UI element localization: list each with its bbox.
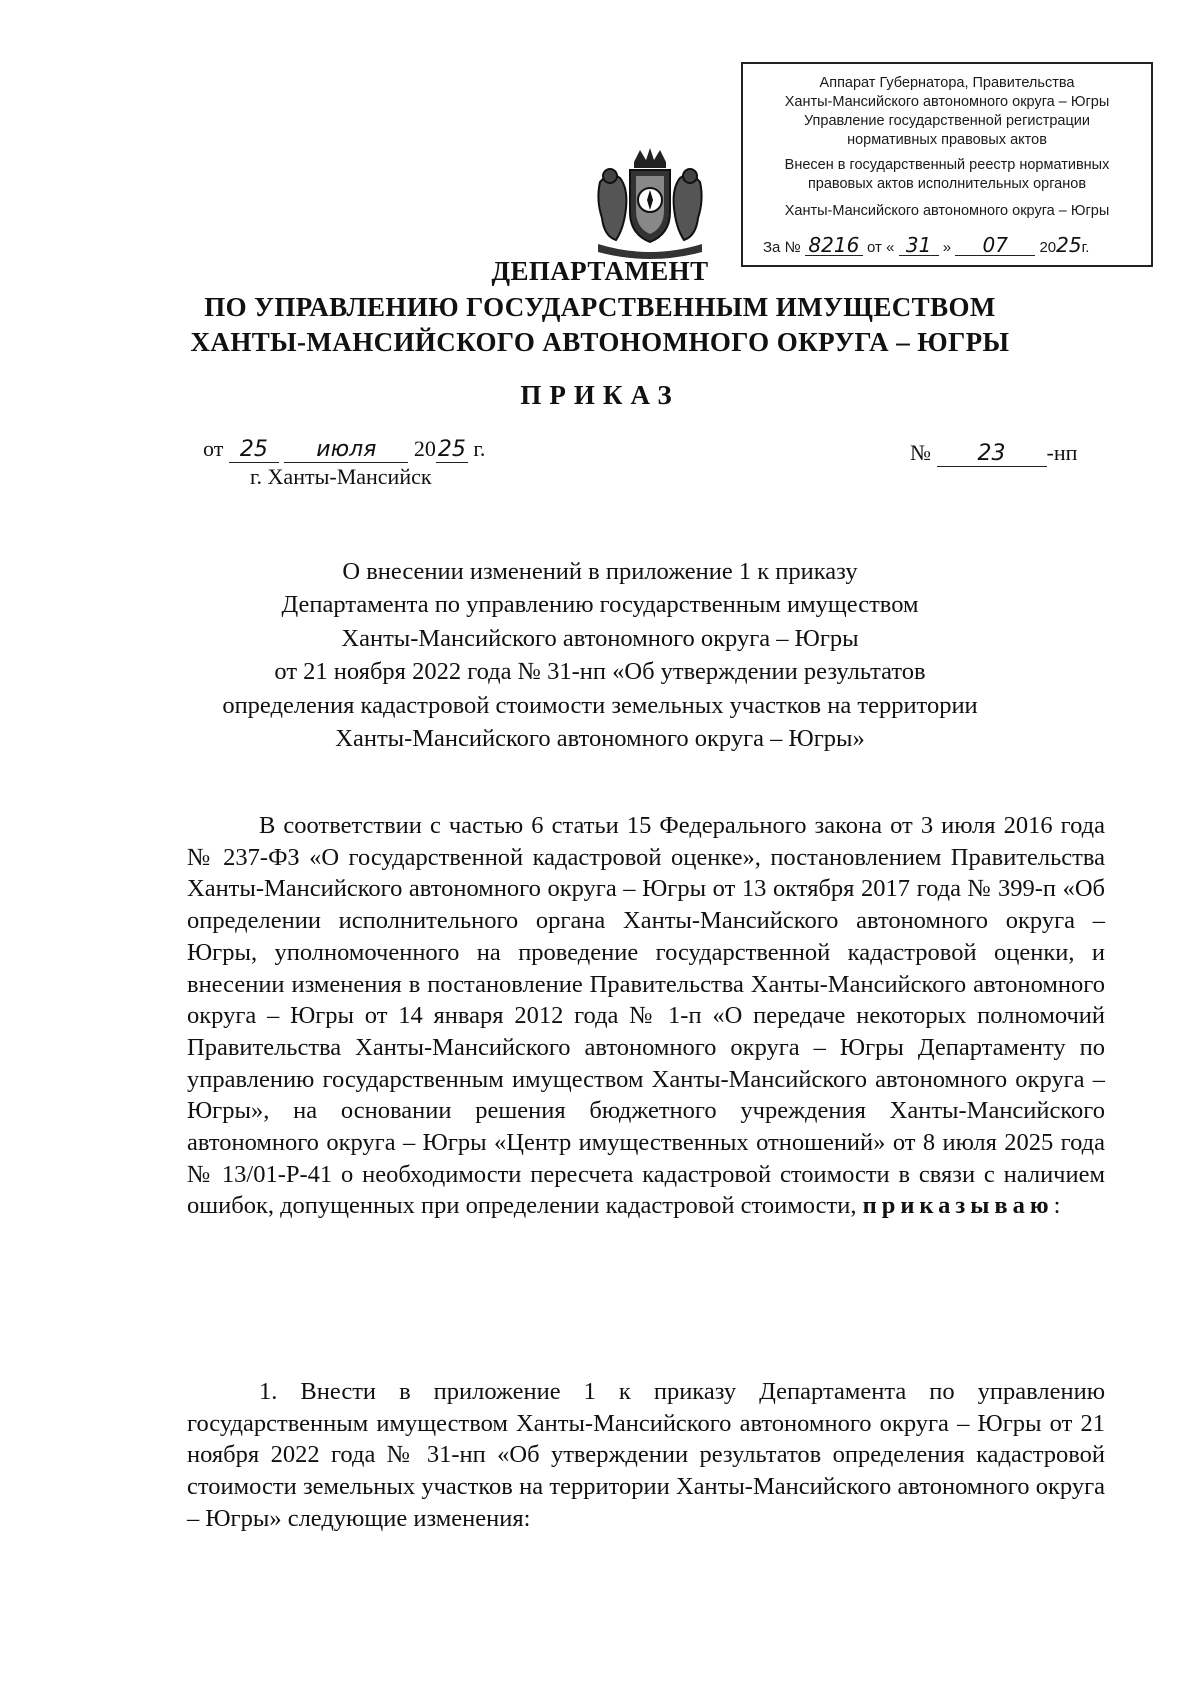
order-date-day: 25 xyxy=(229,437,279,463)
department-title-line3: ХАНТЫ-МАНСИЙСКОГО АВТОНОМНОГО ОКРУГА – ЮГРЫ xyxy=(190,327,1010,357)
order-number-prefix: № xyxy=(910,440,931,465)
stamp-line: Управление государственной регистрации xyxy=(803,113,1091,129)
title-line: определения кадастровой стоимости земельных участков на территории xyxy=(222,691,978,719)
title-line: Ханты-Мансийского автономного округа – Югры» xyxy=(335,725,865,753)
order-number-suffix: -нп xyxy=(1046,440,1078,465)
stamp-reg-close: » xyxy=(942,239,952,256)
stamp-registry xyxy=(743,156,1151,194)
stamp-reg-number: 8216 xyxy=(805,236,863,256)
order-date-line xyxy=(203,436,485,463)
stamp-line: Аппарат Губернатора, Правительства xyxy=(819,75,1075,91)
title-line: О внесении изменений в приложение 1 к приказу xyxy=(342,558,858,585)
order-year: 25 xyxy=(437,437,466,462)
stamp-line: нормативных правовых актов xyxy=(847,132,1047,148)
stamp-line: Ханты-Мансийского автономного округа – Югры xyxy=(784,94,1110,110)
stamp-reg-year: 25 xyxy=(1056,233,1082,257)
department-title-line2: ПО УПРАВЛЕНИЮ ГОСУДАРСТВЕННЫМ ИМУЩЕСТВОМ xyxy=(204,292,996,322)
document-type-title: ПРИКАЗ xyxy=(520,380,680,410)
title-line: Департамента по управлению государственным имуществом xyxy=(281,591,919,619)
order-date-month: июля xyxy=(284,437,408,463)
stamp-reg-year-suffix: г. xyxy=(1081,239,1090,256)
title-line: Ханты-Мансийского автономного округа – Югры xyxy=(341,624,859,652)
order-date-prefix: от xyxy=(203,436,224,461)
stamp-reg-from: от « xyxy=(867,239,895,256)
stamp-reg-prefix: За № xyxy=(763,239,801,256)
stamp-issuer xyxy=(743,74,1151,150)
stamp-line: Ханты-Мансийского автономного округа – Югры xyxy=(784,203,1110,219)
stamp-line: Внесен в государственный реестр нормативных xyxy=(784,157,1110,173)
stamp-line: правовых актов исполнительных органов xyxy=(807,176,1087,192)
stamp-reg-year-prefix: 20 xyxy=(1039,239,1057,256)
registration-stamp xyxy=(741,62,1153,267)
order-word: приказываю xyxy=(862,1192,1054,1220)
order-year-prefix: 20 xyxy=(413,436,436,461)
order-subject-title xyxy=(150,555,1050,755)
item-1-paragraph xyxy=(187,1376,1105,1535)
preamble-text: В соответствии с частью 6 статьи 15 Федерального закона от 3 июля 2016 года № 237-ФЗ «О государственной кадастровой оценке», постановлением Правительства Ханты-Мансийского автономного округа – Югры от 13 октября 2017 года № 399-п «Об определении исполнительного органа Ханты-Мансийского автономного округа – Югры, уполномоченного на проведение государственной кадастровой оценки, и внесении изменения в постановление Правительства Ханты-Мансийского автономного округа – Югры от 14 января 2012 года № 1-п «О передаче некоторых полномочий Правительства Ханты-Мансийского автономного округа – Югры Департаменту по управлению государственным имуществом Ханты-Мансийского автономного округа – Югры», на основании решения бюджетного учреждения Ханты-Мансийского автономного округа – Югры «Центр имущественных отношений» от 8 июля 2025 года № 13/01-Р-41 о необходимости пересчета кадастровой стоимости в связи с наличием ошибок, допущенных при определении кадастровой стоимости, xyxy=(187,812,1105,1220)
department-title-line1: ДЕПАРТАМЕНТ xyxy=(491,256,709,286)
stamp-reg-month: 07 xyxy=(955,236,1035,256)
order-number-line xyxy=(910,440,1077,467)
order-number: 23 xyxy=(937,441,1047,467)
order-colon: : xyxy=(1053,1192,1061,1220)
title-line: от 21 ноября 2022 года № 31-нп «Об утверждении результатов xyxy=(274,658,926,686)
stamp-reg-day: 31 xyxy=(899,236,939,256)
order-city: г. Ханты-Мансийск xyxy=(250,464,432,489)
coat-of-arms-emblem xyxy=(590,148,710,260)
preamble-paragraph xyxy=(187,810,1105,1222)
order-year-suffix: г. xyxy=(473,436,486,461)
stamp-registration-line xyxy=(763,233,1141,257)
item-1-text: 1. Внести в приложение 1 к приказу Департамента по управлению государственным имуществом Ханты-Мансийского автономного округа – Югры от 21 ноября 2022 года № 31-нп «Об утверждении результатов определения кадастровой стоимости земельных участков на территории Ханты-Мансийского автономного округа – Югры» следующие изменения: xyxy=(187,1378,1105,1532)
